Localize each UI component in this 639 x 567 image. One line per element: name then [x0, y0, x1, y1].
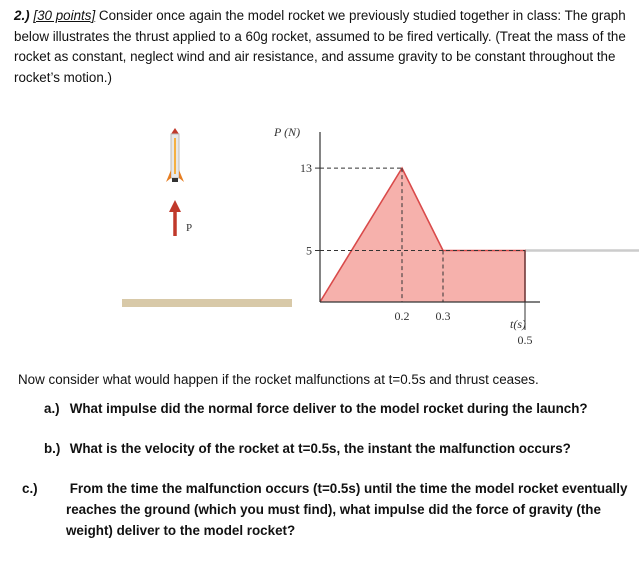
- x-tick-label: 0.3: [435, 309, 451, 323]
- question-list: [22, 398, 629, 560]
- ground: [122, 299, 292, 307]
- y-tick-label: 13: [300, 161, 312, 176]
- question-b-text: What is the velocity of the rocket at t=0.5s, the instant the malfunction occurs?: [69, 441, 571, 456]
- question-a-text: What impulse did the normal force deliver to the model rocket during the launch?: [69, 401, 588, 416]
- thrust-area: [320, 168, 525, 302]
- x-tick-label-below: 0.5: [517, 333, 533, 347]
- question-a-label: a.): [44, 401, 60, 416]
- question-b-label: b.): [44, 441, 61, 456]
- x-axis-label: t(s): [510, 317, 526, 331]
- question-c-text: From the time the malfunction occurs (t=0.5s) until the time the model rocket eventually reaches the ground (which you must find), what impulse did the force of gravity (the weight) deliver to the model rocket?: [66, 481, 628, 538]
- thrust-chart: [300, 132, 639, 347]
- continuation-text: Now consider what would happen if the rocket malfunctions at t=0.5s and thrust ceases.: [18, 372, 539, 387]
- question-c-label: c.): [22, 481, 38, 496]
- points-label: [30 points]: [33, 8, 96, 23]
- outline-box: [525, 251, 639, 303]
- intro-text: Consider once again the model rocket we previously studied together in class: The graph below illustrates the thrust applied to a 60g rocket, assumed to be fired vertically. (Treat the mass of the rocket as constant, neglect wind and air resistance, and assume gravity to be constant throughout the rocket’s motion.): [14, 8, 626, 85]
- force-label: P: [186, 222, 193, 234]
- question-c: [22, 478, 629, 541]
- y-tick-label: 5: [306, 243, 312, 258]
- thrust-arrow-icon: [169, 200, 181, 236]
- y-axis-label: P (N): [274, 125, 301, 139]
- rocket-icon: [166, 128, 184, 182]
- question-b: [44, 438, 629, 459]
- problem-intro: [14, 6, 630, 88]
- x-tick-label: 0.2: [394, 309, 410, 323]
- thrust-figure: [0, 118, 639, 358]
- question-a: [44, 398, 629, 419]
- problem-number: 2.): [14, 8, 30, 23]
